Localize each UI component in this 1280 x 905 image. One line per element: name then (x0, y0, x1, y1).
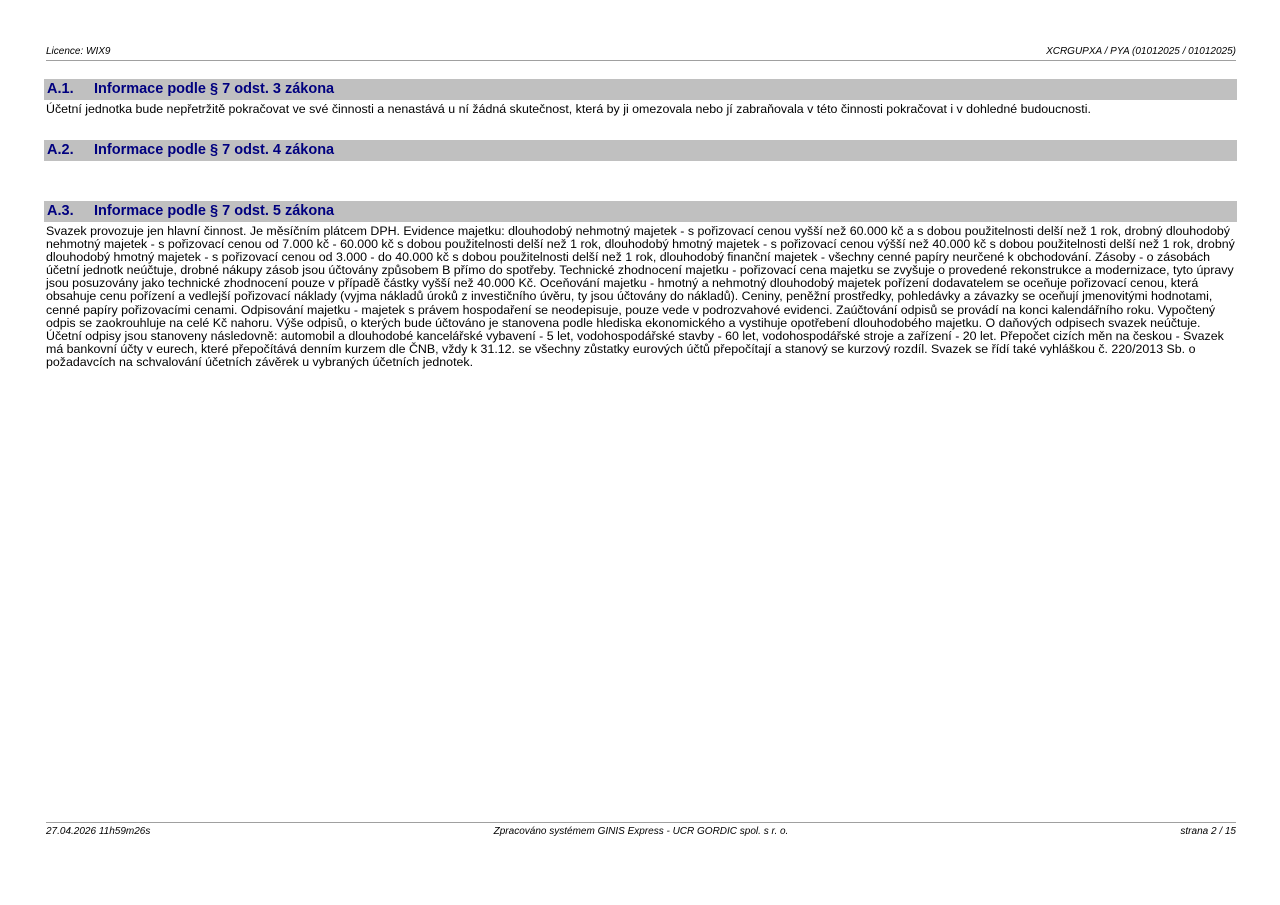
page-footer (46, 822, 1236, 839)
section-a2 (44, 140, 1237, 164)
section-title: Informace podle § 7 odst. 4 zákona (94, 142, 335, 158)
section-heading (44, 79, 1237, 100)
section-title: Informace podle § 7 odst. 3 zákona (94, 81, 335, 97)
licence-label: Licence: WIX9 (46, 46, 111, 57)
section-heading (44, 140, 1237, 161)
section-number: A.2. (47, 142, 74, 158)
page-header (46, 44, 1236, 61)
print-timestamp: 27.04.2026 11h59m26s (46, 826, 151, 837)
report-id: XCRGUPXA / PYA (01012025 / 01012025) (1046, 46, 1236, 57)
section-text (44, 161, 1237, 164)
section-a1 (44, 79, 1237, 116)
section-text: Svazek provozuje jen hlavní činnost. Je měsíčním plátcem DPH. Evidence majetku: dlouhodobý nehmotný majetek - s pořizovací cenou vyšší než 60.000 kč a s dobou použitelnosti delší než 1 rok, drobný dlouhodobý nehmotný majetek - s pořizovací cenou od 7.000 kč - 60.000 kč s dobou použitelnosti delší než 1 rok, dlouhodobý hmotný majetek - s pořizovací cenou výšší než 40.000 kč s dobou použitelnosti delší než 1 rok, drobný dlouhodobý hmotný majetek - s pořizovací cenou od 3.000 - do 40.000 kč s dobou použitelnosti delší než 1 rok, dlouhodobý finanční majetek - všechny cenné papíry neurčené k obchodování. Zásoby - o zásobách účetní jednotk neúčtuje, drobné nákupy zásob jsou účtovány způsobem B přímo do spotřeby. Technické zhodnocení majetku - pořizovací cena majetku se zvyšuje o provedené rekonstrukce a modernizace, tyto úpravy jsou posuzovány jako technické zhodnocení pouze v případě částky vyšší než 40.000 Kč. Oceňování majetku - hmotný a nehmotný dlouhodobý majetek pořízení dodavatelem se oceňuje pořizovací cenou, která obsahuje cenu pořízení a vedlejší pořizovací náklady (vyjma nákladů úroků z investičního úvěru, ty jsou účtovány do nákladů). Ceniny, peněžní prostředky, pohledávky a závazky se oceňují jmenovitými hodnotami, cenné papíry pořizovacími cenami. Odpisování majetku - majetek s právem hospodaření se neodepisuje, pouze vede v podrozvahové evidenci. Zaúčtování odpisů se provádí na konci kalendářního roku. Vypočtený odpis se zaokrouhluje na celé Kč nahoru. Výše odpisů, o kterých bude účtováno je stanovena podle hlediska ekonomického a vystihuje opotřebení dlouhodobého majetku. O daňových odpisech svazek neúčtuje. Účetní odpisy jsou stanoveny následovně: automobil a dlouhodobé kancelářské vybavení - 5 let, vodohospodářské stavby - 60 let, vodohospodářské stroje a zařízení - 20 let. Přepočet cizích měn na českou - Svazek má bankovní účty v eurech, které přepočítává denním kurzem dle ČNB, vždy k 31.12. se všechny zůstatky eurových účtů přepočítají a stanový se kurzový rozdíl. Svazek se řídí také vyhláškou č. 220/2013 Sb. o požadavcích na schvalování účetních závěrek u vybraných účetních jednotek. (46, 224, 1235, 369)
system-credit: Zpracováno systémem GINIS Express - UCR GORDIC spol. s r. o. (493, 826, 789, 837)
section-title: Informace podle § 7 odst. 5 zákona (94, 203, 335, 219)
section-number: A.1. (47, 81, 74, 97)
section-number: A.3. (47, 203, 74, 219)
page-number: strana 2 / 15 (1180, 826, 1236, 837)
section-text: Účetní jednotka bude nepřetržitě pokračovat ve své činnosti a nenastává u ní žádná skutečnost, která by ji omezovala nebo jí zabraňovala v této činnosti pokračovat i v dohledné budoucnosti. (46, 102, 1091, 116)
section-heading (44, 201, 1237, 222)
section-a3 (44, 201, 1237, 369)
